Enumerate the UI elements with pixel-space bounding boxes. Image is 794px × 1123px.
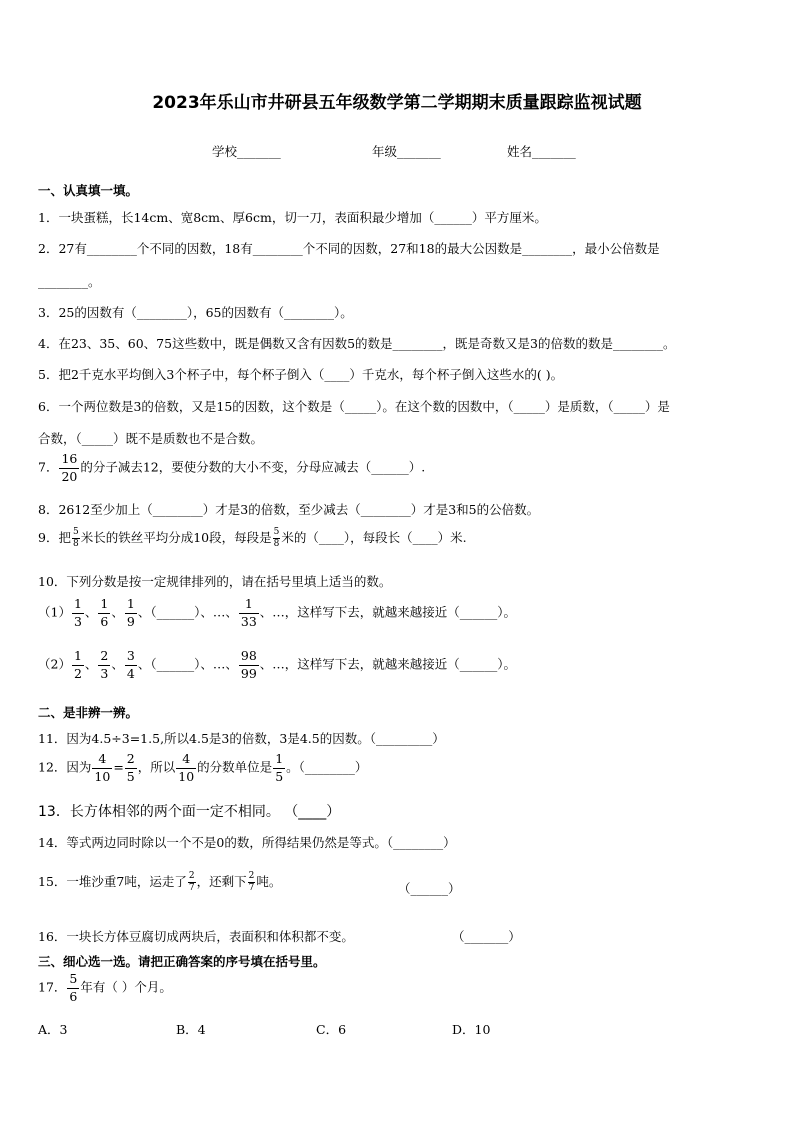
question-15: 15．一堆沙重7吨，运走了 $\frac{2}{7}$ ，还剩下 $\frac{2}{7}$ 吨。 (38, 871, 282, 893)
fraction-2-7-2: $\frac{2}{7}$ (248, 871, 255, 893)
fraction-5-6: $\frac{5}{6}$ (69, 971, 78, 1004)
question-3: 3．25的因数有（________），65的因数有（________）。 (38, 305, 353, 320)
grade-field: 年级_______ (372, 144, 441, 159)
question-6-line-1: 6．一个两位数是3的倍数，又是15的因数，这个数是（_____）。在这个数的因数中，（_____）是质数，（_____）是 (38, 399, 670, 414)
sequence-fraction: $\frac{1}{33}$ (240, 596, 257, 629)
question-13: 13．长方体相邻的两个面一定不相同。 （____） (38, 804, 341, 820)
sequence-fraction: $\frac{1}{3}$ (73, 596, 82, 629)
question-5: 5．把2千克水平均倒入3个杯子中，每个杯子倒入（____）千克水，每个杯子倒入这些水的( )。 (38, 367, 564, 382)
question-10: 10．下列分数是按一定规律排列的，请在括号里填上适当的数。 (38, 574, 392, 589)
question-7-number: 7． (38, 459, 59, 475)
question-7-fraction: $\frac{16}{20}$ (61, 451, 78, 484)
fraction-4-10-2: $\frac{4}{10}$ (178, 751, 195, 784)
name-field: 姓名_______ (507, 144, 576, 159)
question-15-answer-blank: （______） (398, 881, 461, 896)
sequence-fraction: $\frac{98}{99}$ (240, 648, 257, 681)
question-9: 9．把 $\frac{5}{8}$ 米长的铁丝平均分成10段，每段是 $\frac{5}{8}$ 米的（____），每段长（____）米. (38, 527, 467, 549)
option-a: A．3 (38, 1022, 68, 1037)
fraction-1-5: $\frac{1}{5}$ (275, 751, 284, 784)
question-6-line-2: 合数，（_____）既不是质数也不是合数。 (38, 431, 264, 446)
sequence-fraction: $\frac{1}{9}$ (126, 596, 135, 629)
section-3-heading: 三、细心选一选。请把正确答案的序号填在括号里。 (38, 954, 326, 969)
fraction-five-eighths-2: $\frac{5}{8}$ (273, 527, 280, 549)
school-field: 学校_______ (212, 144, 281, 159)
fraction-4-10: $\frac{4}{10}$ (94, 751, 111, 784)
section-1-heading: 一、认真填一填。 (38, 183, 139, 198)
question-16: 16．一块长方体豆腐切成两块后，表面积和体积都不变。 (38, 929, 354, 944)
fraction-2-7: $\frac{2}{7}$ (188, 871, 195, 893)
fraction-2-5: $\frac{2}{5}$ (126, 751, 135, 784)
question-1: 1．一块蛋糕，长14cm、宽8cm、厚6cm，切一刀，表面积最少增加（______）平方厘米。 (38, 210, 547, 225)
question-2-line-2: ________。 (38, 274, 101, 289)
question-10-part-2: （2） $\frac{1}{2}$ 、 $\frac{2}{3}$ 、 $\frac{3}{4}$ 、（______）、…、 $\frac{98}{99}$ 、…，这样写下去，就越来越接近（______）。 (38, 648, 517, 681)
question-7 (38, 453, 425, 483)
question-16-answer-blank: （_______） (452, 929, 521, 944)
sequence-fraction: $\frac{1}{6}$ (100, 596, 109, 629)
fraction-five-eighths: $\frac{5}{8}$ (72, 527, 79, 549)
section-2-heading: 二、是非辨一辨。 (38, 705, 139, 720)
question-2-line-1: 2．27有________个不同的因数，18有________个不同的因数，27和18的最大公因数是________，最小公倍数是 (38, 241, 660, 256)
question-7-text: 的分子减去12，要使分数的大小不变，分母应减去（______）. (80, 459, 426, 475)
question-12: 12．因为 $\frac{4}{10}$ = $\frac{2}{5}$ ，所以 $\frac{4}{10}$ 的分数单位是 $\frac{1}{5}$ 。（________） (38, 751, 368, 784)
question-8: 8．2612至少加上（________）才是3的倍数，至少减去（________）才是3和5的公倍数。 (38, 502, 540, 517)
sequence-fraction: $\frac{3}{4}$ (126, 648, 135, 681)
question-11: 11．因为4.5÷3=1.5,所以4.5是3的倍数，3是4.5的因数。（_________） (38, 731, 445, 746)
sequence-fraction: $\frac{2}{3}$ (100, 648, 109, 681)
option-d: D．10 (452, 1022, 491, 1037)
option-c: C．6 (316, 1022, 347, 1037)
option-b: B．4 (176, 1022, 206, 1037)
question-10-part-1: （1） $\frac{1}{3}$ 、 $\frac{1}{6}$ 、 $\frac{1}{9}$ 、（______）、…、 $\frac{1}{33}$ 、…，这样写下去，就越来越接近（______）。 (38, 596, 517, 629)
question-4: 4．在23、35、60、75这些数中，既是偶数又含有因数5的数是________，既是奇数又是3的倍数的数是________。 (38, 336, 676, 351)
page-title: 2023年乐山市井研县五年级数学第二学期期末质量跟踪监视试题 (152, 93, 642, 113)
question-17: 17． $\frac{5}{6}$ 年有（ ）个月。 (38, 971, 172, 1004)
question-14: 14．等式两边同时除以一个不是0的数，所得结果仍然是等式。（________） (38, 835, 456, 850)
sequence-fraction: $\frac{1}{2}$ (73, 648, 82, 681)
